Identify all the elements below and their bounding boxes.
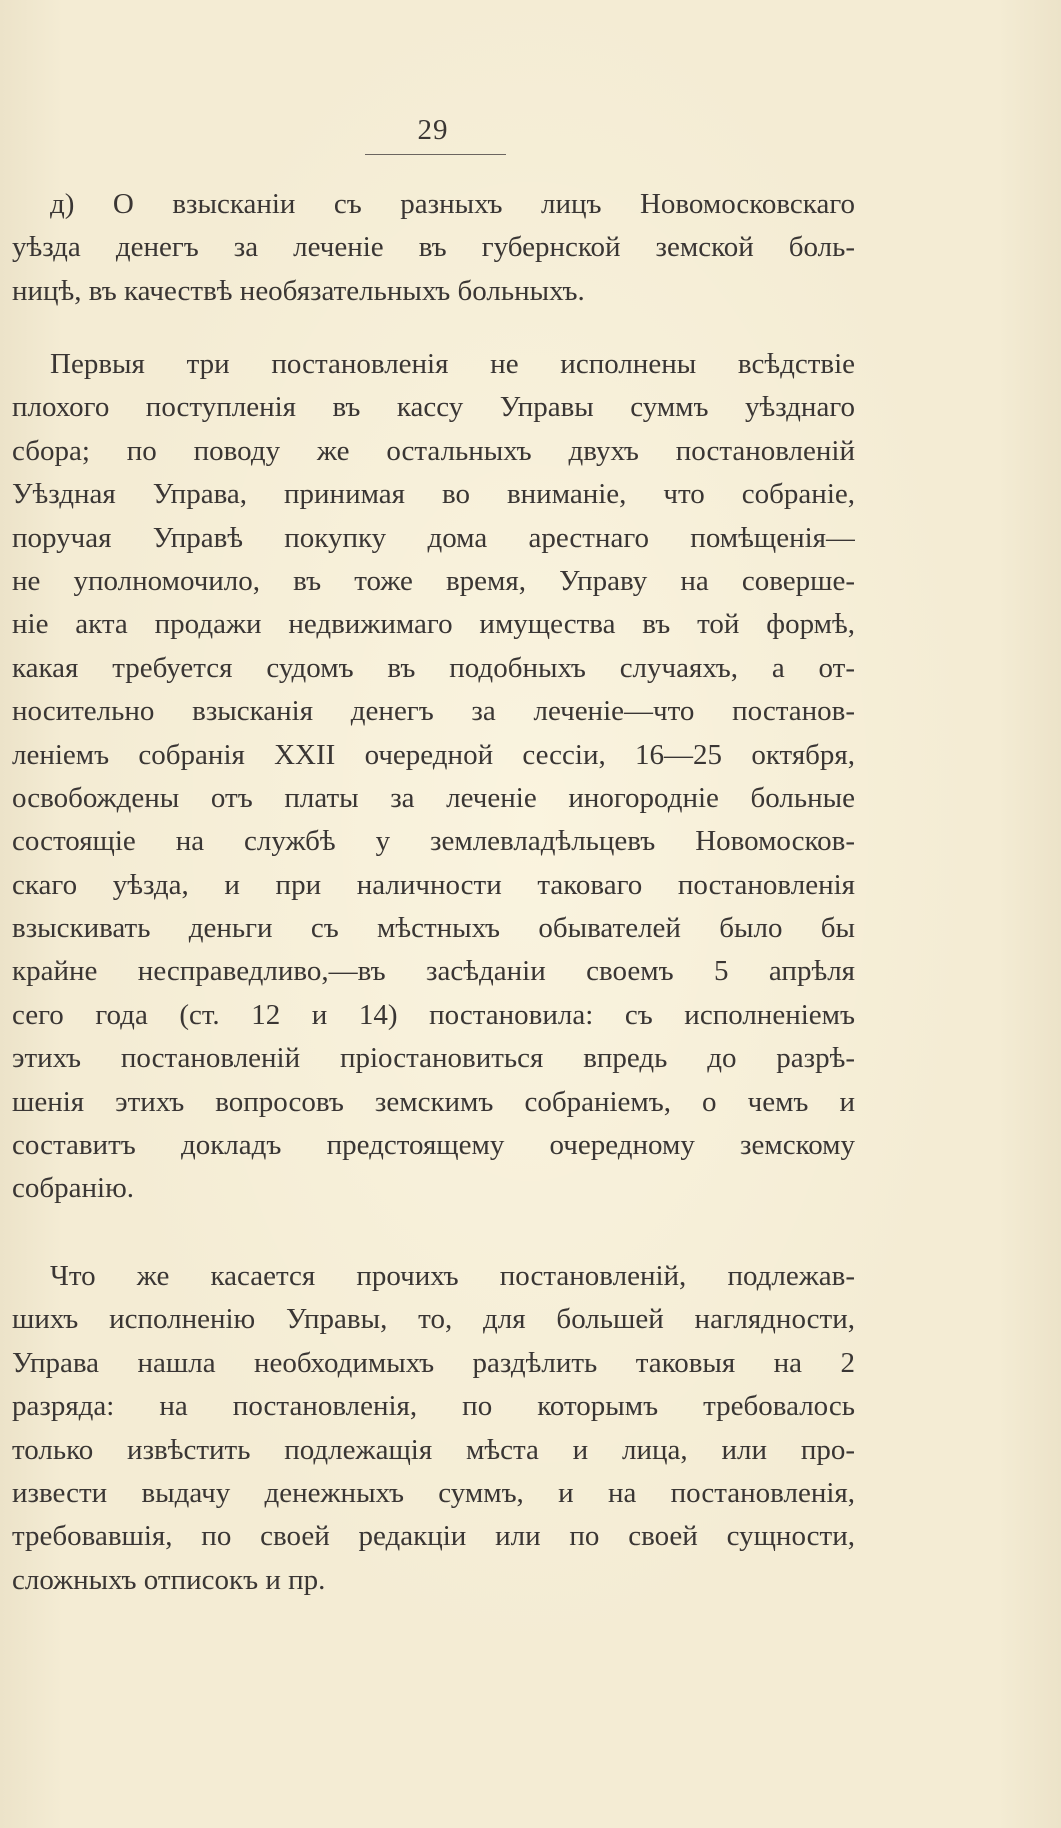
text-line: Первыя три постановленія не исполнены всѣдствіе xyxy=(50,348,855,380)
text-line: д) О взысканіи съ разныхъ лицъ Новомосковскаго xyxy=(50,188,855,220)
text-line: освобождены отъ платы за леченіе иногородніе больные xyxy=(12,781,855,814)
page-number: 29 xyxy=(417,114,449,146)
text-line: Управа нашла необходимыхъ раздѣлить таковыя на 2 xyxy=(12,1346,855,1379)
text-line: леніемъ собранія XXII очередной сессіи, 16—25 октября, xyxy=(12,738,855,771)
text-line: какая требуется судомъ въ подобныхъ случаяхъ, а от- xyxy=(12,651,855,684)
text-line: сложныхъ отписокъ и пр. xyxy=(12,1563,326,1596)
text-line: состоящіе на службѣ у землевладѣльцевъ Новомосков- xyxy=(12,825,855,858)
text-line: Что же касается прочихъ постановленій, подлежав- xyxy=(50,1260,855,1292)
text-line: скаго уѣзда, и при наличности таковаго постановленія xyxy=(12,868,855,901)
text-line: уѣзда денегъ за леченіе въ губернской земской боль- xyxy=(12,231,855,264)
text-line: поручая Управѣ покупку дома арестнаго помѣщенія— xyxy=(12,521,855,554)
text-line: разряда: на постановленія, по которымъ требовалось xyxy=(12,1390,855,1423)
text-line: составитъ докладъ предстоящему очередному земскому xyxy=(12,1129,855,1162)
paragraph-2 xyxy=(12,343,855,1211)
text-line: сбора; по поводу же остальныхъ двухъ постановленій xyxy=(12,434,855,467)
text-line: плохого поступленія въ кассу Управы суммъ уѣзднаго xyxy=(12,391,855,424)
text-line: шихъ исполненію Управы, то, для большей наглядности, xyxy=(12,1303,855,1336)
text-line: сего года (ст. 12 и 14) постановила: съ исполненіемъ xyxy=(12,998,855,1031)
text-line: взыскивать деньги съ мѣстныхъ обывателей было бы xyxy=(12,912,855,945)
paragraph-1 xyxy=(12,183,855,313)
text-line: только извѣстить подлежащія мѣста и лица, или про- xyxy=(12,1433,855,1466)
text-line: Уѣздная Управа, принимая во вниманіе, что собраніе, xyxy=(12,478,855,511)
page-number-rule xyxy=(365,154,506,155)
text-line: этихъ постановленій пріостановиться впредь до разрѣ- xyxy=(12,1042,855,1075)
text-line: извести выдачу денежныхъ суммъ, и на постановленія, xyxy=(12,1476,855,1509)
text-line: ницѣ, въ качествѣ необязательныхъ больныхъ. xyxy=(12,274,585,307)
text-line: ніе акта продажи недвижимаго имущества въ той формѣ, xyxy=(12,608,855,641)
paragraph-3 xyxy=(12,1255,855,1602)
text-line: требовавшія, по своей редакціи или по своей сущности, xyxy=(12,1520,855,1553)
text-line: крайне несправедливо,—въ засѣданіи своемъ 5 апрѣля xyxy=(12,955,855,988)
text-line: шенія этихъ вопросовъ земскимъ собраніемъ, о чемъ и xyxy=(12,1085,855,1118)
text-line: не уполномочило, въ тоже время, Управу на соверше- xyxy=(12,564,855,597)
text-line: собранію. xyxy=(12,1172,134,1205)
text-line: носительно взысканія денегъ за леченіе—что постанов- xyxy=(12,695,855,728)
